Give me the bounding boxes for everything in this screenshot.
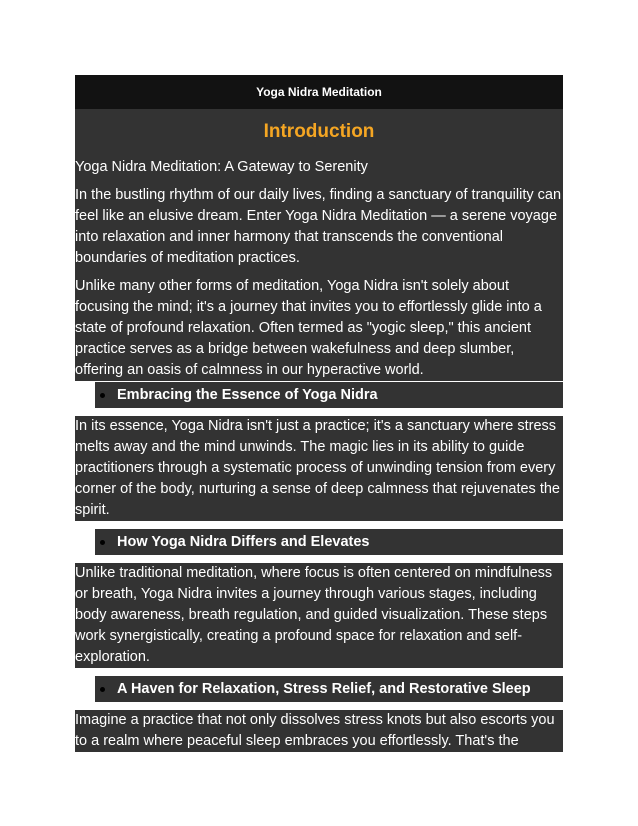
section-paragraph: Unlike traditional meditation, where focus is often centered on mindfulness or breath, Yoga Nidra invites a journey through various stages, including body awareness, breath regulation, and guided visualization. These steps work synergistically, creating a profound space for relaxation and self-exploration. — [75, 563, 563, 668]
section-heading: Embracing the Essence of Yoga Nidra — [117, 387, 378, 403]
section-paragraph: In its essence, Yoga Nidra isn't just a practice; it's a sanctuary where stress melts away and the mind unwinds. The magic lies in its ability to guide practitioners through a systematic process of unwinding tension from every corner of the body, nurturing a sense of deep calmness that rejuvenates the spirit. — [75, 416, 563, 521]
section-heading: How Yoga Nidra Differs and Elevates — [117, 534, 370, 550]
intro-paragraph-2: Unlike many other forms of meditation, Yoga Nidra isn't solely about focusing the mind; it's a journey that invites you to effortlessly glide into a state of profound relaxation. Often termed as "yogic sleep," this ancient practice serves as a bridge between wakefulness and deep slumber, offering an oasis of calmness in our hyperactive world. — [75, 276, 563, 381]
intro-heading: Introduction — [263, 121, 375, 142]
document-title: Yoga Nidra Meditation — [256, 85, 382, 99]
document-title-bar — [75, 75, 563, 109]
section-body — [75, 416, 563, 521]
section-body — [75, 563, 563, 668]
section-body — [75, 710, 563, 752]
section-heading-row — [75, 528, 563, 556]
intro-paragraph-1: In the bustling rhythm of our daily lives, finding a sanctuary of tranquility can feel like an elusive dream. Enter Yoga Nidra Meditation — a serene voyage into relaxation and inner harmony that transcends the conventional boundaries of meditation practices. — [75, 185, 563, 269]
bullet-icon — [100, 687, 105, 692]
bullet-icon — [100, 393, 105, 398]
intro-subtitle: Yoga Nidra Meditation: A Gateway to Serenity — [75, 157, 563, 178]
document — [75, 75, 563, 752]
section-paragraph: Imagine a practice that not only dissolves stress knots but also escorts you to a realm where peaceful sleep embraces you effortlessly. That's the — [75, 710, 563, 752]
section-heading: A Haven for Relaxation, Stress Relief, and Restorative Sleep — [117, 681, 531, 697]
section-heading-row — [75, 381, 563, 409]
section-heading-row — [75, 675, 563, 703]
bullet-icon — [100, 540, 105, 545]
intro-block — [75, 109, 563, 381]
